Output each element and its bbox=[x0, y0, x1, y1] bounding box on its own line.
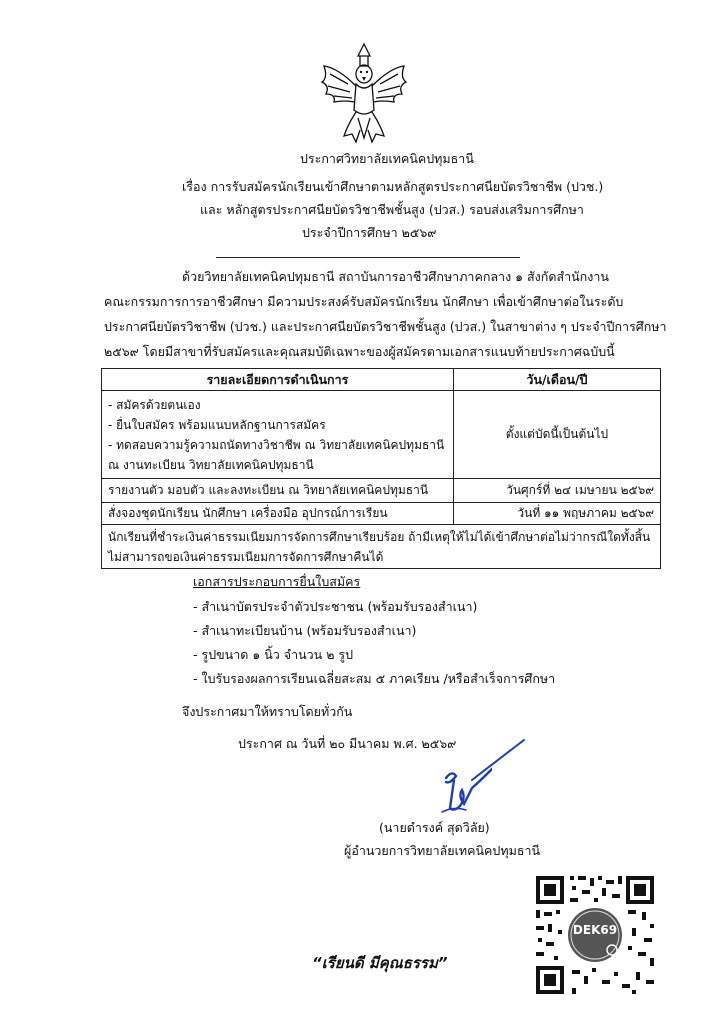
col-detail-header: รายละเอียดการดำเนินการ bbox=[102, 369, 454, 391]
list-item: - ทดสอบความรู้ความถนัดทางวิชาชีพ ณ วิทยาลัยเทคนิคปทุมธานี bbox=[108, 437, 445, 452]
col-date-header: วัน/เดือน/ปี bbox=[453, 369, 660, 391]
signer-name: (นายดำรงค์ สุดวิลัย) bbox=[379, 820, 490, 835]
list-item: - ใบรับรองผลการเรียนเฉลี่ยสะสม ๕ ภาคเรียน /หรือสำเร็จการศึกษา bbox=[193, 671, 556, 686]
list-item: - สำเนาบัตรประจำตัวประชาชน (พร้อมรับรองสำเนา) bbox=[193, 599, 478, 614]
intro-line-2: คณะกรรมการการอาชีวศึกษา มีความประสงค์รับสมัครนักเรียน นักศึกษา เพื่อเข้าศึกษาต่อในระดับ bbox=[104, 294, 624, 309]
procedure-table bbox=[101, 368, 661, 569]
row3-date: วันที่ ๑๑ พฤษภาคม ๒๕๖๙ bbox=[453, 503, 660, 525]
closing-announcement: จึงประกาศมาให้ทราบโดยทั่วกัน bbox=[182, 704, 353, 719]
list-item: - สมัครด้วยตนเอง bbox=[108, 397, 201, 412]
qr-code-icon[interactable] bbox=[532, 872, 658, 998]
list-item: ณ งานทะเบียน วิทยาลัยเทคนิคปทุมธานี bbox=[108, 457, 314, 472]
intro-line-4: ๒๕๖๙ โดยมีสาขาที่รับสมัครและคุณสมบัติเฉพาะของผู้สมัครตามเอกสารแนบท้ายประกาศฉบับนี้ bbox=[104, 344, 615, 359]
list-item: - สำเนาทะเบียนบ้าน (พร้อมรับรองสำเนา) bbox=[193, 623, 417, 638]
table-header-row bbox=[102, 369, 661, 391]
table-row bbox=[102, 503, 661, 525]
academic-year-line: ประจำปีการศึกษา ๒๕๖๙ bbox=[302, 225, 437, 240]
signature-stroke-icon bbox=[470, 738, 526, 782]
garuda-emblem-icon bbox=[318, 38, 410, 148]
row2-detail: รายงานตัว มอบตัว และลงทะเบียน ณ วิทยาลัยเทคนิคปทุมธานี bbox=[102, 479, 454, 503]
row3-detail: สั่งจองชุดนักเรียน นักศึกษา เครื่องมือ อุปกรณ์การเรียน bbox=[102, 503, 454, 525]
row1-detail bbox=[102, 391, 454, 479]
school-motto: “เรียนดี มีคุณธรรม” bbox=[312, 954, 448, 972]
table-row bbox=[102, 479, 661, 503]
header-divider bbox=[216, 257, 520, 258]
subject-line: เรื่อง การรับสมัครนักเรียนเข้าศึกษาตามหลักสูตรประกาศนียบัตรวิชาชีพ (ปวช.) bbox=[182, 179, 604, 194]
table-row bbox=[102, 391, 661, 479]
table-note-row bbox=[102, 525, 661, 569]
signer-title: ผู้อำนวยการวิทยาลัยเทคนิคปทุมธานี bbox=[344, 843, 541, 858]
announcement-date: ประกาศ ณ วันที่ ๒๐ มีนาคม พ.ศ. ๒๕๖๙ bbox=[238, 736, 457, 751]
subject-line-2: และ หลักสูตรประกาศนียบัตรวิชาชีพชั้นสูง (ปวส.) รอบส่งเสริมการศึกษา bbox=[200, 202, 584, 217]
intro-line-3: ประกาศนียบัตรวิชาชีพ (ปวช.) และประกาศนียบัตรวิชาชีพชั้นสูง (ปวส.) ในสาขาต่าง ๆ ประจำปีการศึกษา bbox=[104, 319, 667, 334]
list-item: - รูปขนาด ๑ นิ้ว จำนวน ๒ รูป bbox=[193, 647, 354, 662]
refund-note-line-1: นักเรียนที่ชำระเงินค่าธรรมเนียมการจัดการศึกษาเรียบร้อย ถ้ามีเหตุให้ไม่ได้เข้าศึกษาต่อไม่ว่ากรณีใดทั้งสิ้น bbox=[108, 529, 651, 544]
row1-date: ตั้งแต่บัดนี้เป็นต้นไป bbox=[453, 391, 660, 479]
row2-date: วันศุกร์ที่ ๒๔ เมษายน ๒๕๖๙ bbox=[453, 479, 660, 503]
intro-line-1: ด้วยวิทยาลัยเทคนิคปทุมธานี สถาบันการอาชีวศึกษาภาคกลาง ๑ สังกัดสำนักงาน bbox=[182, 269, 609, 284]
documents-title: เอกสารประกอบการยื่นใบสมัคร bbox=[193, 574, 361, 589]
refund-note-line-2: ไม่สามารถขอเงินค่าธรรมเนียมการจัดการศึกษาคืนได้ bbox=[108, 549, 384, 564]
qr-badge-label: DEK69 bbox=[572, 923, 618, 937]
refund-note bbox=[102, 525, 661, 569]
list-item: - ยื่นใบสมัคร พร้อมแนบหลักฐานการสมัคร bbox=[108, 417, 326, 432]
announcement-title: ประกาศวิทยาลัยเทคนิคปทุมธานี bbox=[300, 151, 474, 166]
